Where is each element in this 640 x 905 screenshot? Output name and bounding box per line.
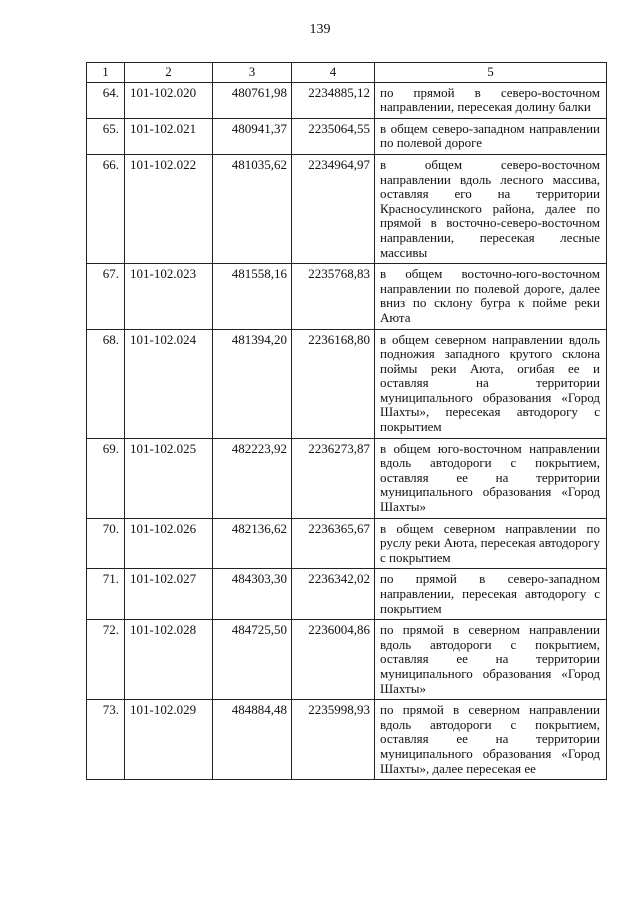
- page-number: 139: [309, 22, 331, 37]
- coordinate-y: 2234885,12: [292, 82, 375, 118]
- row-number: 67.: [87, 264, 125, 329]
- table-row: [87, 620, 607, 700]
- boundary-points-table: [86, 62, 607, 780]
- point-id: 101-102.024: [125, 329, 213, 438]
- coordinate-y: 2236004,86: [292, 620, 375, 700]
- coordinate-x: 481394,20: [213, 329, 292, 438]
- point-id: 101-102.025: [125, 438, 213, 518]
- boundary-description: в общем северном направлении по руслу реки Аюта, пересекая автодорогу с покрытием: [375, 518, 607, 569]
- point-id: 101-102.020: [125, 82, 213, 118]
- coordinate-x: 481035,62: [213, 154, 292, 263]
- row-number: 71.: [87, 569, 125, 620]
- column-header-x: 3: [213, 63, 292, 83]
- boundary-description: по прямой в северном направлении вдоль автодороги с покрытием, оставляя ее на территории муниципального образования «Город Шахты», далее пересекая ее: [375, 700, 607, 780]
- boundary-description: в общем северо-западном направлении по полевой дороге: [375, 118, 607, 154]
- point-id: 101-102.027: [125, 569, 213, 620]
- table-row: [87, 329, 607, 438]
- coordinate-y: 2236342,02: [292, 569, 375, 620]
- boundary-description: по прямой в северном направлении вдоль автодороги с покрытием, оставляя ее на территории муниципального образования «Город Шахты»: [375, 620, 607, 700]
- boundary-description: в общем северном направлении вдоль подножия западного крутого склона поймы реки Аюта, огибая ее и оставляя на территории муниципального образования «Город Шахты», пересекая автодорогу с покрытием: [375, 329, 607, 438]
- point-id: 101-102.028: [125, 620, 213, 700]
- row-number: 64.: [87, 82, 125, 118]
- row-number: 68.: [87, 329, 125, 438]
- coordinate-x: 484884,48: [213, 700, 292, 780]
- table-row: [87, 82, 607, 118]
- coordinate-x: 484725,50: [213, 620, 292, 700]
- table-row: [87, 569, 607, 620]
- table-row: [87, 700, 607, 780]
- coordinate-x: 481558,16: [213, 264, 292, 329]
- boundary-description: по прямой в северо-восточном направлении, пересекая долину балки: [375, 82, 607, 118]
- coordinate-y: 2234964,97: [292, 154, 375, 263]
- boundary-description: в общем северо-восточном направлении вдоль лесного массива, оставляя его на территории Красносулинского района, далее по прямой в восточно-северо-восточном направлении, пересекая лесные массивы: [375, 154, 607, 263]
- point-id: 101-102.022: [125, 154, 213, 263]
- column-header-number: 1: [87, 63, 125, 83]
- table-row: [87, 154, 607, 263]
- row-number: 72.: [87, 620, 125, 700]
- point-id: 101-102.029: [125, 700, 213, 780]
- coordinate-x: 480941,37: [213, 118, 292, 154]
- row-number: 70.: [87, 518, 125, 569]
- row-number: 73.: [87, 700, 125, 780]
- coordinate-x: 482136,62: [213, 518, 292, 569]
- coordinate-x: 484303,30: [213, 569, 292, 620]
- boundary-description: в общем юго-восточном направлении вдоль автодороги с покрытием, оставляя ее на территории муниципального образования «Город Шахты»: [375, 438, 607, 518]
- boundary-description: в общем восточно-юго-восточном направлении по полевой дороге, далее вниз по склону бугра к пойме реки Аюта: [375, 264, 607, 329]
- coordinate-y: 2235768,83: [292, 264, 375, 329]
- table-row: [87, 438, 607, 518]
- column-header-description: 5: [375, 63, 607, 83]
- row-number: 66.: [87, 154, 125, 263]
- coordinate-y: 2236273,87: [292, 438, 375, 518]
- boundary-description: по прямой в северо-западном направлении, пересекая автодорогу с покрытием: [375, 569, 607, 620]
- table-row: [87, 264, 607, 329]
- table-header-row: [87, 63, 607, 83]
- coordinate-y: 2236168,80: [292, 329, 375, 438]
- row-number: 65.: [87, 118, 125, 154]
- point-id: 101-102.023: [125, 264, 213, 329]
- point-id: 101-102.026: [125, 518, 213, 569]
- table-row: [87, 118, 607, 154]
- point-id: 101-102.021: [125, 118, 213, 154]
- table-row: [87, 518, 607, 569]
- coordinate-y: 2235998,93: [292, 700, 375, 780]
- coordinate-x: 480761,98: [213, 82, 292, 118]
- column-header-y: 4: [292, 63, 375, 83]
- coordinate-x: 482223,92: [213, 438, 292, 518]
- column-header-point: 2: [125, 63, 213, 83]
- coordinate-y: 2236365,67: [292, 518, 375, 569]
- row-number: 69.: [87, 438, 125, 518]
- coordinate-y: 2235064,55: [292, 118, 375, 154]
